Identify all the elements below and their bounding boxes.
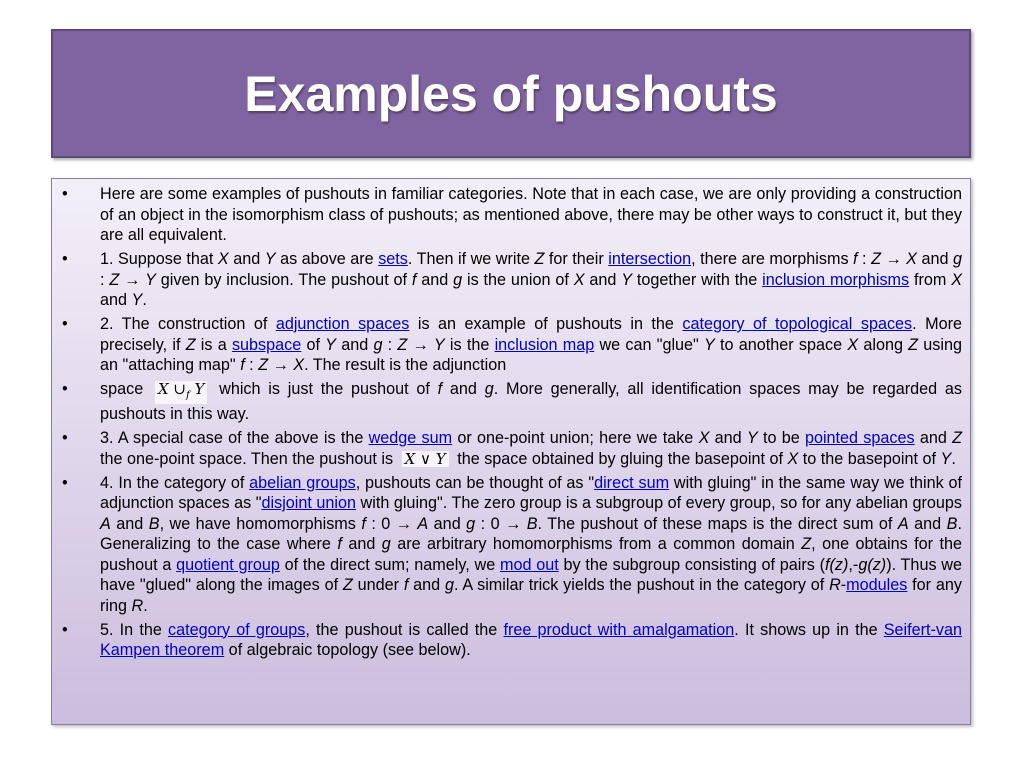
- math-var: B: [946, 514, 958, 533]
- math-text: X ∪: [157, 380, 186, 398]
- math-var: Y: [940, 449, 952, 468]
- link-free-product-with-amalgamation[interactable]: free product with amalgamation: [503, 620, 735, 639]
- text: :: [100, 270, 110, 289]
- text: 3. A special case of the above is the: [100, 429, 369, 447]
- link-direct-sum[interactable]: direct sum: [594, 473, 670, 492]
- text: . Generalizing to the case where: [100, 514, 962, 553]
- link-seifert-van-kampen-theorem[interactable]: Seifert-van Kampen theorem: [100, 620, 963, 659]
- math-var: Z: [109, 270, 120, 289]
- text: the one-point space. Then the pushout is: [100, 449, 398, 468]
- bullet-sets: [52, 249, 962, 311]
- text: using an "attaching map": [100, 335, 962, 374]
- text: of: [301, 335, 326, 354]
- link-modules[interactable]: modules: [846, 576, 908, 594]
- math-var: A: [100, 514, 111, 533]
- text: →: [268, 356, 294, 374]
- text: by the subgroup consisting of pairs (: [558, 555, 826, 574]
- bullet-icon: •: [62, 620, 68, 639]
- link-quotient-group[interactable]: quotient group: [176, 555, 280, 574]
- math-text: Y: [189, 380, 205, 398]
- math-var: A: [897, 514, 909, 533]
- text: with gluing" in the same way we think of adjunction spaces as ": [100, 473, 963, 512]
- text: which is just the pushout of: [211, 380, 438, 398]
- math-var: Y: [145, 270, 156, 289]
- link-category-of-groups[interactable]: category of groups: [167, 620, 306, 639]
- math-var: X: [217, 250, 229, 268]
- math-var: f: [337, 535, 342, 553]
- math-subscript: f: [185, 390, 190, 401]
- text: given by inclusion. The pushout of: [155, 270, 412, 289]
- math-var: g(z): [858, 555, 887, 574]
- text: and: [100, 291, 132, 309]
- math-var: X: [573, 270, 585, 289]
- math-var: Y: [325, 335, 336, 354]
- text: , the pushout is called the: [305, 620, 504, 639]
- math-var: g: [444, 576, 454, 594]
- text: 1. Suppose that: [100, 250, 218, 268]
- math-var: f: [853, 250, 858, 268]
- text: and: [914, 429, 953, 447]
- math-var: g: [484, 380, 494, 398]
- text: from: [909, 270, 952, 289]
- text: .: [951, 449, 956, 468]
- math-var: Z: [534, 250, 545, 268]
- text: along: [858, 335, 909, 354]
- text: -: [840, 576, 847, 594]
- math-var: g: [453, 270, 463, 289]
- text: and: [416, 270, 454, 289]
- link-subspace[interactable]: subspace: [231, 335, 302, 354]
- text: 4. In the category of: [100, 473, 250, 492]
- content-box: [51, 178, 971, 725]
- text: . A similar trick yields the pushout in the category of: [453, 576, 830, 594]
- math-var: f: [437, 380, 443, 398]
- text: and: [110, 514, 149, 533]
- text: is an example of pushouts in the: [409, 315, 683, 333]
- link-category-of-topological-spaces[interactable]: category of topological spaces: [682, 315, 913, 333]
- math-var: f: [361, 514, 366, 533]
- text: . More generally, all identification spaces may be regarded as pushouts in this way.: [100, 380, 962, 423]
- text: , there are morphisms: [691, 250, 854, 268]
- link-intersection[interactable]: intersection: [608, 250, 692, 268]
- math-var: X: [698, 429, 710, 447]
- text: and: [428, 514, 467, 533]
- text: 5. In the: [100, 620, 168, 639]
- text: Here are some examples of pushouts in familiar categories. Note that in each case, we are only providing a construction of an object in the isomorphism class of pushouts; as mentioned above, there may be other ways to construct it, but they are all equivalent.: [100, 185, 962, 244]
- link-inclusion-map[interactable]: inclusion map: [494, 335, 595, 354]
- math-var: Y: [746, 429, 758, 447]
- text: for any ring: [100, 576, 962, 615]
- math-var: Z: [952, 429, 963, 447]
- math-var: g: [373, 335, 383, 354]
- math-var: X: [293, 356, 305, 374]
- text: . The pushout of these maps is the direct sum of: [537, 514, 898, 533]
- math-var: Z: [908, 335, 919, 354]
- text: : 0 →: [365, 514, 418, 533]
- text: are arbitrary homomorphisms from a common domain: [390, 535, 802, 553]
- text: and: [335, 335, 374, 354]
- text: →: [880, 250, 907, 268]
- link-adjunction-spaces[interactable]: adjunction spaces: [275, 315, 410, 333]
- math-var: X: [847, 335, 859, 354]
- text: and: [442, 380, 485, 398]
- slide-title: Examples of pushouts: [244, 65, 778, 122]
- text: ). Thus we have "glued" along the images of: [100, 555, 962, 594]
- text: is a: [195, 335, 232, 354]
- bullet-abelian-groups: [52, 473, 962, 617]
- math-var: Z: [397, 335, 408, 354]
- bullet-wedge-sum: [52, 428, 962, 469]
- math-var: g: [953, 250, 963, 268]
- text: and: [584, 270, 622, 289]
- text: 2. The construction of: [100, 315, 276, 333]
- math-var: Z: [342, 576, 353, 594]
- math-var: Z: [258, 356, 269, 374]
- text: and: [916, 250, 953, 268]
- text: we can "glue": [594, 335, 705, 354]
- math-var: f: [411, 270, 417, 289]
- bullet-space: [52, 379, 962, 425]
- math-var: Z: [185, 335, 196, 354]
- bullet-list: [52, 184, 962, 661]
- formula-adjunction-space: [155, 381, 207, 404]
- text: and: [908, 514, 947, 533]
- math-var: X: [906, 250, 917, 268]
- link-wedge-sum[interactable]: wedge sum: [368, 429, 453, 447]
- link-pointed-spaces[interactable]: pointed spaces: [804, 429, 915, 447]
- text: under: [352, 576, 404, 594]
- text: is the: [444, 335, 495, 354]
- text: .: [142, 291, 147, 309]
- text: the space obtained by gluing the basepoint of: [452, 449, 788, 468]
- text: space: [100, 380, 151, 398]
- math-var: A: [417, 514, 429, 533]
- text: to be: [757, 429, 805, 447]
- math-var: Z: [871, 250, 881, 268]
- math-var: g: [466, 514, 476, 533]
- text: .: [143, 596, 148, 615]
- bullet-icon: •: [62, 429, 68, 447]
- text: : 0 →: [475, 514, 527, 533]
- text: as above are: [275, 250, 379, 268]
- text: :: [244, 356, 259, 374]
- text: of the direct sum; namely, we: [279, 555, 500, 574]
- math-var: Y: [433, 335, 445, 354]
- link-mod-out[interactable]: mod out: [499, 555, 559, 574]
- title-box: [51, 29, 971, 158]
- text: . The result is the adjunction: [304, 356, 507, 374]
- text: or one-point union; here we take: [452, 429, 699, 447]
- formula-wedge: X ∨ Y: [402, 451, 449, 467]
- math-var: B: [148, 514, 160, 533]
- text: :: [857, 250, 872, 268]
- bullet-adjunction: [52, 314, 962, 376]
- math-var: Y: [131, 291, 143, 309]
- text: →: [407, 335, 434, 354]
- text: with gluing". The zero group is a subgroup of every group, so for any abelian groups: [356, 494, 962, 512]
- math-var: Y: [621, 270, 633, 289]
- math-var: R: [829, 576, 841, 594]
- text: ,-: [848, 555, 859, 574]
- text: is the union of: [462, 270, 574, 289]
- text: and: [341, 535, 382, 553]
- text: and: [408, 576, 445, 594]
- text: . More precisely, if: [100, 315, 962, 354]
- text: together with the: [632, 270, 763, 289]
- text: . It shows up in the: [734, 620, 884, 639]
- math-var: f: [240, 356, 245, 374]
- link-disjoint-union[interactable]: disjoint union: [261, 494, 357, 512]
- text: →: [119, 270, 146, 289]
- math-var: B: [526, 514, 538, 533]
- text: to another space: [714, 335, 848, 354]
- math-var: g: [381, 535, 391, 553]
- math-var: Y: [264, 250, 276, 268]
- link-sets[interactable]: sets: [378, 250, 408, 268]
- bullet-category-of-groups: [52, 620, 962, 661]
- math-var: Y: [704, 335, 715, 354]
- text: of algebraic topology (see below).: [224, 641, 471, 659]
- math-var: f: [403, 576, 409, 594]
- math-var: X: [787, 449, 799, 468]
- math-var: Z: [801, 535, 812, 553]
- link-inclusion-morphisms[interactable]: inclusion morphisms: [762, 270, 910, 289]
- bullet-icon: •: [62, 380, 68, 398]
- text: for their: [544, 250, 609, 268]
- text: , pushouts can be thought of as ": [355, 473, 595, 492]
- math-var: f(z): [825, 555, 849, 574]
- text: , one obtains for the pushout a: [100, 535, 962, 574]
- text: , we have homomorphisms: [159, 514, 362, 533]
- bullet-icon: •: [62, 250, 68, 268]
- bullet-icon: •: [62, 185, 68, 203]
- link-abelian-groups[interactable]: abelian groups: [249, 473, 356, 492]
- math-var: X: [951, 270, 963, 289]
- text: . Then if we write: [407, 250, 535, 268]
- math-var: R: [131, 596, 144, 615]
- bullet-icon: •: [62, 315, 68, 333]
- text: and: [228, 250, 265, 268]
- bullet-intro: [52, 184, 962, 246]
- text: :: [382, 335, 398, 354]
- text: and: [709, 429, 747, 447]
- bullet-icon: •: [62, 473, 68, 492]
- text: to the basepoint of: [798, 449, 941, 468]
